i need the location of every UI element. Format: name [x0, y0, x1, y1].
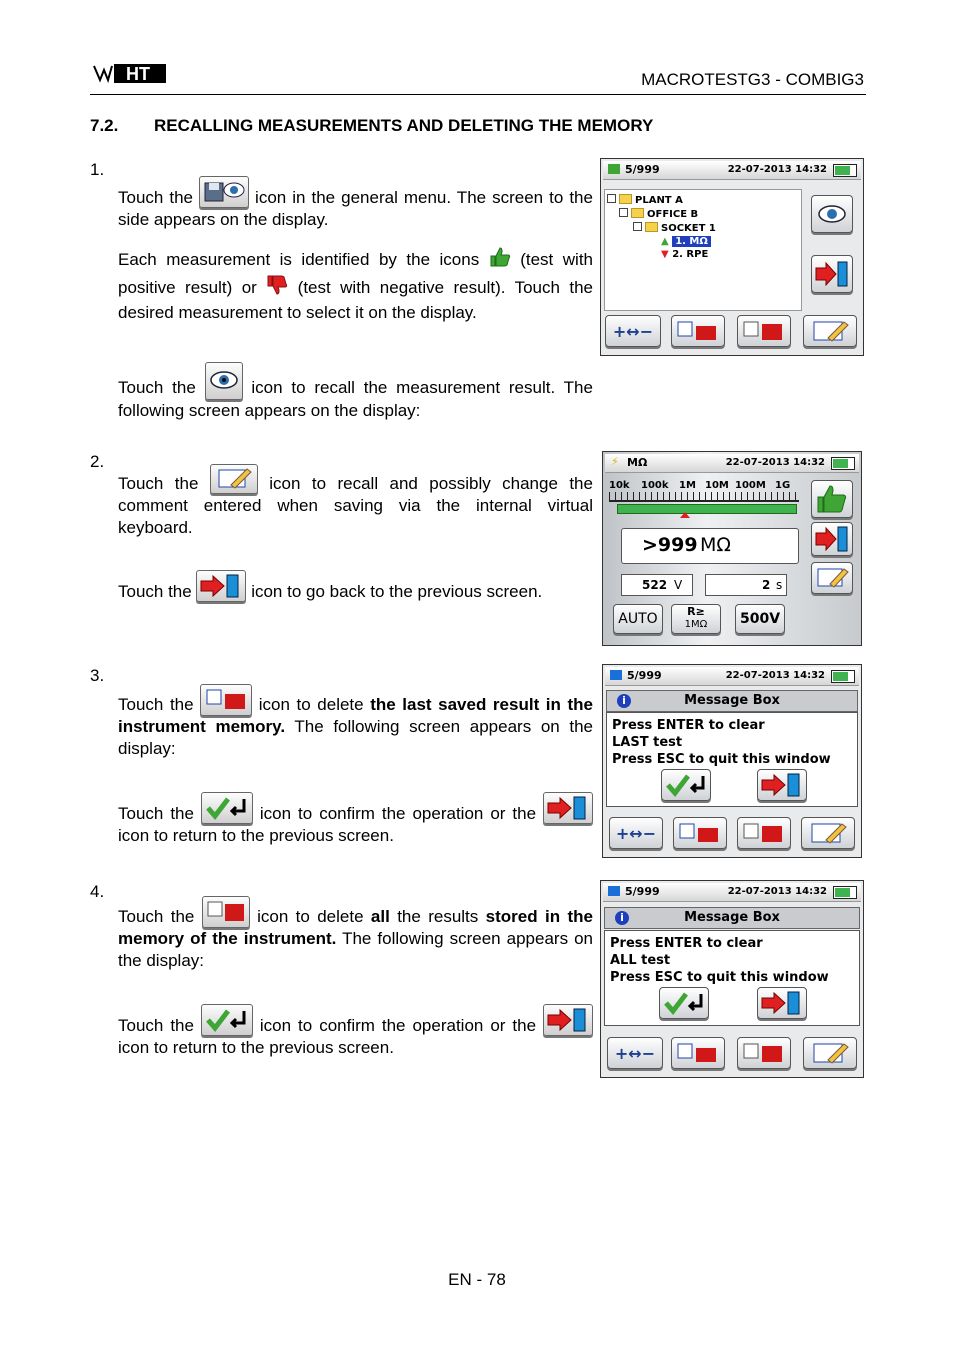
document-title: MACROTESTG3 - COMBIG3: [641, 70, 864, 89]
text: icon to recall and possibly change the comment entered when saving via the internal virtual keyboard.: [118, 474, 593, 537]
thumbs-down-icon: ▼: [661, 249, 669, 260]
step-1-para-1: [118, 176, 593, 231]
eye-icon: [205, 362, 243, 400]
datetime: 22-07-2013 14:32: [727, 164, 827, 175]
edit-comment-button[interactable]: [811, 562, 853, 594]
back-door-icon: [196, 570, 246, 602]
memory-icon: [608, 164, 620, 174]
text: icon to recall the measurement result. The following screen appears on the display:: [118, 378, 593, 420]
tree-item-socket[interactable]: [633, 222, 716, 234]
voltage-unit: V: [674, 578, 683, 592]
save-view-icon: [199, 176, 249, 208]
tree-label: PLANT A: [635, 195, 683, 206]
time-unit: s: [776, 578, 783, 592]
memory-counter: 5/999: [627, 669, 662, 682]
step-1-para-2: [118, 246, 593, 324]
text: icon to confirm the operation or the: [259, 1016, 537, 1035]
expand-collapse-button[interactable]: [607, 1037, 663, 1069]
header-rule: [90, 94, 866, 95]
message-box-title: [604, 907, 860, 929]
battery-icon: [833, 164, 857, 177]
back-door-icon: [543, 1004, 593, 1036]
scale-tick: 10k: [609, 480, 630, 491]
text: icon to delete: [257, 907, 364, 926]
measure-unit: MΩ: [627, 456, 648, 469]
eye-button[interactable]: [811, 195, 853, 233]
tree-panel: [604, 189, 802, 311]
measure-bar: [617, 504, 797, 514]
text: The following screen appears on the display:: [118, 717, 593, 758]
edit-comment-button[interactable]: [803, 1037, 857, 1069]
time-value: 2: [762, 578, 771, 592]
edit-comment-button[interactable]: [801, 817, 855, 849]
delete-all-button[interactable]: [737, 1037, 791, 1069]
tree-label: OFFICE B: [647, 209, 699, 220]
text: Touch the: [118, 378, 196, 397]
text: the results: [397, 907, 479, 926]
datetime: 22-07-2013 14:32: [725, 457, 825, 468]
text: Touch the: [118, 907, 195, 926]
svg-text:+↔−: +↔−: [614, 1044, 656, 1063]
folder-icon: [631, 208, 644, 218]
svg-text:+↔−: +↔−: [612, 322, 654, 341]
svg-text:+↔−: +↔−: [615, 824, 657, 843]
text: Touch the: [118, 582, 192, 601]
message-line: Press ENTER to clear: [610, 936, 763, 951]
text: Touch the: [118, 188, 194, 207]
edit-comment-button[interactable]: [803, 315, 857, 347]
thumbs-up-icon: ▲: [661, 236, 669, 247]
text: Touch the: [118, 1016, 194, 1035]
text-bold: all: [370, 907, 390, 926]
text: The following screen appears on the display:: [118, 929, 594, 970]
scale-tick: 100M: [735, 480, 766, 491]
text: Touch the: [118, 804, 194, 823]
positive-result-icon: [811, 480, 853, 518]
screen-clear-last: [602, 664, 862, 858]
scale-tick: 1M: [679, 480, 696, 491]
message-line: Press ESC to quit this window: [612, 752, 831, 767]
message-box-body: [606, 712, 858, 807]
brand-text: HT: [126, 64, 150, 84]
result-display: [621, 528, 799, 564]
delete-all-button[interactable]: [737, 817, 791, 849]
memory-icon: [608, 886, 620, 896]
voltage-value: 522: [642, 578, 668, 592]
text: Touch the: [118, 474, 199, 493]
folder-icon: [645, 222, 658, 232]
lightning-icon: ⚡: [611, 455, 619, 468]
delete-all-icon: [202, 896, 250, 928]
text-bold: stored in the memory of the instrument.: [118, 907, 593, 948]
limit-label: R≥: [687, 605, 705, 618]
datetime: 22-07-2013 14:32: [727, 886, 827, 897]
screen-measurement-result: [602, 451, 862, 646]
step-2-number: 2.: [90, 452, 105, 471]
step-1-para-3: [118, 362, 593, 422]
voltage-button[interactable]: 500V: [735, 604, 785, 634]
collapse-icon[interactable]: [633, 222, 642, 231]
confirm-enter-button[interactable]: [661, 769, 711, 801]
result-value: >999: [642, 534, 698, 556]
scale-tick: 1G: [775, 480, 791, 491]
message-line: ALL test: [610, 953, 671, 968]
title-text: Message Box: [684, 693, 780, 708]
step-4-para-2: [118, 1004, 593, 1059]
step-2-para-1: [118, 464, 593, 539]
delete-last-button[interactable]: [671, 315, 725, 347]
text: icon to delete: [258, 695, 364, 714]
scale-ruler: [609, 492, 799, 502]
text: (test with positive result) or: [118, 250, 593, 297]
voltage-field: [621, 574, 693, 596]
text: icon to go back to the previous screen.: [251, 582, 543, 601]
tree-item-plant[interactable]: [607, 194, 683, 206]
memory-icon: [610, 670, 622, 680]
battery-icon: [831, 670, 855, 683]
datetime: 22-07-2013 14:32: [725, 670, 825, 681]
edit-comment-icon: [210, 464, 258, 494]
status-bar: [603, 883, 861, 902]
text: Each measurement is identified by the icons: [118, 250, 480, 269]
scale-tick: 100k: [641, 480, 669, 491]
memory-counter: 5/999: [625, 163, 660, 176]
folder-icon: [619, 194, 632, 204]
tree-item-office[interactable]: [619, 208, 698, 220]
expand-collapse-button[interactable]: [609, 817, 663, 849]
thumbs-up-icon: [489, 246, 511, 274]
brand-logo: [92, 60, 170, 86]
tree-item-measure-2[interactable]: [661, 249, 708, 260]
tree-label: 2. RPE: [672, 249, 709, 260]
limit-value: 1MΩ: [684, 619, 708, 630]
tree-item-measure-1[interactable]: [661, 236, 711, 247]
section-number: 7.2.: [90, 116, 119, 135]
collapse-icon[interactable]: [619, 208, 628, 217]
back-door-button[interactable]: [757, 987, 807, 1019]
text: (test with negative result). Touch the desired measurement to select it on the display.: [118, 278, 593, 322]
back-door-button[interactable]: [811, 255, 853, 293]
text: Touch the: [118, 695, 194, 714]
message-line: Press ESC to quit this window: [610, 970, 829, 985]
message-box-body: [604, 930, 860, 1026]
text: icon to return to the previous screen.: [118, 1038, 394, 1057]
screen-memory-tree: [600, 158, 864, 356]
back-door-button[interactable]: [757, 769, 807, 801]
step-4-para-1: [118, 896, 593, 972]
back-door-icon: [543, 792, 593, 824]
limit-marker: [680, 512, 690, 518]
status-bar: [605, 454, 859, 473]
text: icon to return to the previous screen.: [118, 826, 394, 845]
tree-label: SOCKET 1: [661, 223, 716, 234]
memory-counter: 5/999: [625, 885, 660, 898]
step-2-para-2: [118, 570, 593, 603]
section-title: RECALLING MEASUREMENTS AND DELETING THE MEMORY: [154, 116, 654, 135]
message-box-title: [606, 690, 858, 712]
thumbs-down-icon: [266, 274, 288, 302]
status-bar: [605, 667, 859, 686]
confirm-enter-icon: [201, 1004, 253, 1036]
status-bar: [603, 161, 861, 180]
info-icon: i: [615, 911, 629, 925]
delete-last-button[interactable]: [673, 817, 727, 849]
delete-last-button[interactable]: [671, 1037, 725, 1069]
page-number: EN - 78: [448, 1270, 506, 1289]
screen-clear-all: [600, 880, 864, 1078]
scale-tick: 10M: [705, 480, 729, 491]
battery-icon: [831, 457, 855, 470]
back-door-button[interactable]: [811, 522, 853, 556]
battery-icon: [833, 886, 857, 899]
title-text: Message Box: [684, 910, 780, 925]
confirm-enter-icon: [201, 792, 253, 824]
expand-collapse-button[interactable]: [605, 315, 661, 347]
delete-last-icon: [200, 684, 252, 716]
message-line: Press ENTER to clear: [612, 718, 765, 733]
limit-button[interactable]: [671, 604, 721, 634]
result-unit: MΩ: [700, 534, 731, 556]
text: icon to confirm the operation or the: [259, 804, 537, 823]
collapse-icon[interactable]: [607, 194, 616, 203]
section-heading: [90, 116, 653, 136]
auto-button[interactable]: AUTO: [613, 604, 663, 634]
step-3-number: 3.: [90, 666, 105, 685]
time-field: [705, 574, 787, 596]
text-bold: the last saved result in the instrument memory.: [118, 695, 593, 736]
step-3-para-2: [118, 792, 593, 847]
text: icon in the general menu. The screen to the side appears on the display.: [118, 188, 593, 229]
message-line: LAST test: [612, 735, 683, 750]
step-3-para-1: [118, 684, 593, 760]
confirm-enter-button[interactable]: [659, 987, 709, 1019]
step-1-number: 1.: [90, 160, 105, 179]
tree-label: 1. MΩ: [672, 236, 711, 247]
info-icon: i: [617, 694, 631, 708]
delete-all-button[interactable]: [737, 315, 791, 347]
step-4-number: 4.: [90, 882, 105, 901]
